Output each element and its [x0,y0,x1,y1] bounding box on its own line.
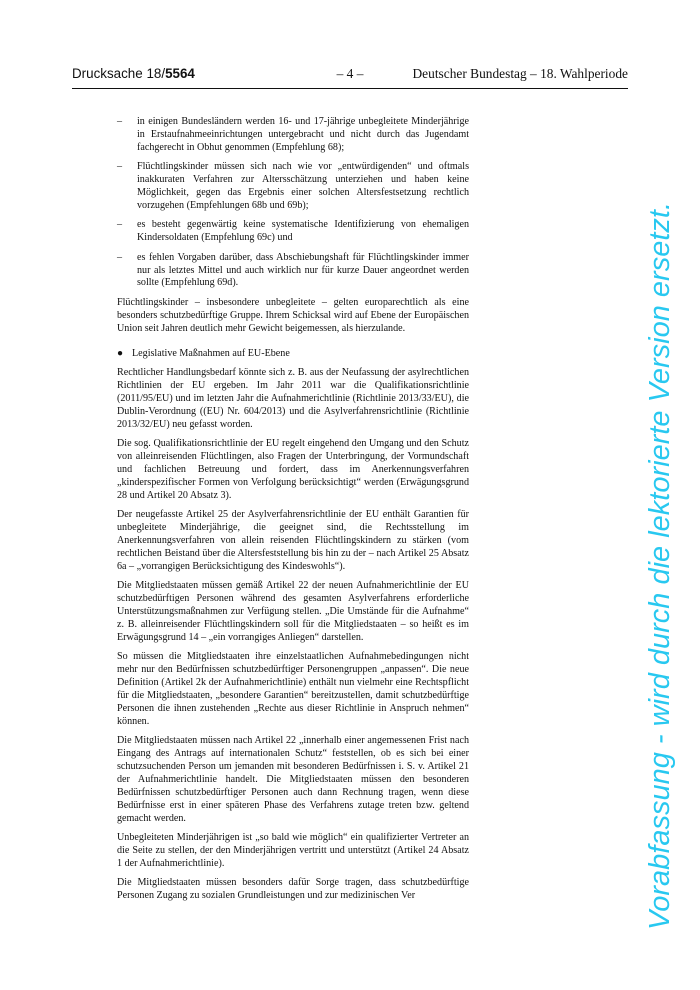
page-header [72,66,628,88]
list-item: – es besteht gegenwärtig keine systematische Identifizierung von ehemaligen Kindersoldaten (Empfehlung 69c) und [117,219,469,244]
body-content [117,116,469,909]
paragraph: Rechtlicher Handlungsbedarf könnte sich z. B. aus der Neufassung der asylrechtlichen Richtlinien der EU ergeben. Im Jahr 2011 war die Qualifikationsrichtlinie (2011/95/EU) und im letzten Jahr die Aufnahmerichtlinie (Richtlinie 2013/33/EU), die Dublin-Verordnung ((EU) Nr. 604/2013) und die Asylverfahrensrichtlinie (Richtlinie 2013/32/EU) neu gefasst worden. [117,367,469,430]
dash-mark: – [117,161,123,173]
doc-number: 5564 [165,66,195,81]
list-item: – Flüchtlingskinder müssen sich nach wie vor „entwürdigenden“ und oftmals inakkuraten Verfahren zur Altersschätzung unterziehen und haben keine Möglichkeit, gegen das Ergebnis einer solchen Altersfestsetzung rechtlich vorzugehen (Empfehlungen 68b und 69b); [117,161,469,211]
paragraph: Der neugefasste Artikel 25 der Asylverfahrensrichtlinie der EU enthält Garantien für unbegleitete Minderjährige, die geeignet sind, die Rechtsstellung im Anerkennungsverfahren von allein reisenden Flüchtlingskindern zu stärken (vom rechtlichen Beistand über die Altersfeststellung bis hin zu der – nach Artikel 25 Absatz 6a – „vorrangigen Berücksichtigung des Kindeswohls“). [117,509,469,572]
paragraph: Die Mitgliedstaaten müssen besonders dafür Sorge tragen, dass schutzbedürftige Personen Zugang zu sozialen Grundleistungen und zur medizinischen Ver [117,877,469,902]
bullet-icon: ● [117,347,124,359]
dash-mark: – [117,116,123,127]
dash-mark: – [117,219,123,231]
paragraph: Unbegleiteten Minderjährigen ist „so bald wie möglich“ ein qualifizierter Vertreter an die Seite zu stellen, der den Minderjährigen vertritt und unterstützt (Artikel 24 Absatz 1 der Aufnahmerichtlinie). [117,831,469,869]
watermark-text: Vorabfassung - wird durch die lektorierte Version ersetzt. [644,201,676,930]
publisher: Deutscher Bundestag – 18. Wahlperiode [412,66,628,81]
doc-number-prefix: 18/ [146,66,166,81]
dash-mark: – [117,251,123,263]
paragraph: Die Mitgliedstaaten müssen gemäß Artikel 22 der neuen Aufnahmerichtlinie der EU schutzbedürftigen Personen während des gesamten Asylverfahrens erforderliche Unterstützungsmaßnahmen zur Verfügung stellen. „Die Umstände für die Aufnahme“ z. B. alleinreisender Flüchtlingskindern soll für die Mitgliedstaaten – so heißt es im Erwägungsgrund 14 – „ein vorrangiges Anliegen“ darstellen. [117,580,469,643]
intro-paragraph: Flüchtlingskinder – insbesondere unbegleitete – gelten europarechtlich als eine besonders schutzbedürftige Gruppe. Ihrem Schicksal wird auf Ebene der Europäischen Union seit Jahren deutlich mehr Gewicht beigemessen, als hierzulande. [117,296,469,334]
paragraph: Die sog. Qualifikationsrichtlinie der EU regelt eingehend den Umgang und den Schutz von alleinreisenden Flüchtlingen, also Fragen der Unterbringung, der Vormundschaft und fachlichen Betreuung und fordert, dass im Anerkennungsverfahren „kinderspezifischer Formen von Verfolgung berücksichtigt“ werden (Erwägungsgrund 28 und Artikel 20 Absatz 3). [117,438,469,501]
paragraph: So müssen die Mitgliedstaaten ihre einzelstaatlichen Aufnahmebedingungen nicht mehr nur den Bedürfnissen schutzbedürftiger Personengruppen „anpassen“. Die neue Definition (Artikel 2k der Aufnahmerichtlinie) enthält nun vielmehr eine Rechtspflicht für die Mitgliedstaaten, „besondere Garantien“ bereitzustellen, damit schutzbedürftige Personen die ihnen zustehenden „Rechte aus dieser Richtlinie in Anspruch nehmen“ können. [117,651,469,727]
section-heading: ● Legislative Maßnahmen auf EU-Ebene [117,347,290,359]
list-item: – es fehlen Vorgaben darüber, dass Abschiebungshaft für Flüchtlingskinder immer nur als letztes Mittel und auch wirklich nur für kurze Dauer angeordnet werden sollte (Empfehlung 69d). [117,251,469,289]
paragraph: Die Mitgliedstaaten müssen nach Artikel 22 „innerhalb einer angemessenen Frist nach Eingang des Antrags auf internationalen Schutz“ feststellen, ob es sich bei einer schutzsuchenden Person um jemanden mit besonderen Bedürfnissen i. S. v. Artikel 21 der Aufnahmerichtlinie handelt. Die Mitgliedstaaten müssen den besonderen Bedürfnissen schutzbedürftiger Personen auch dann Rechnung tragen, wenn diese Bedürfnisse erst in einer späteren Phase des Verfahrens zutage treten bzw. geltend gemacht werden. [117,735,469,824]
dash-list [117,116,469,290]
page-number: – 4 – [336,66,364,81]
header-rule [72,88,628,89]
list-item: – in einigen Bundesländern werden 16- und 17-jährige unbegleitete Minderjährige in Erstaufnahmeeinrichtungen untergebracht und nicht durch das Jugendamt fachgerecht in Obhut genommen (Empfehlung 68); [117,116,469,153]
doc-label: Drucksache [72,66,143,81]
